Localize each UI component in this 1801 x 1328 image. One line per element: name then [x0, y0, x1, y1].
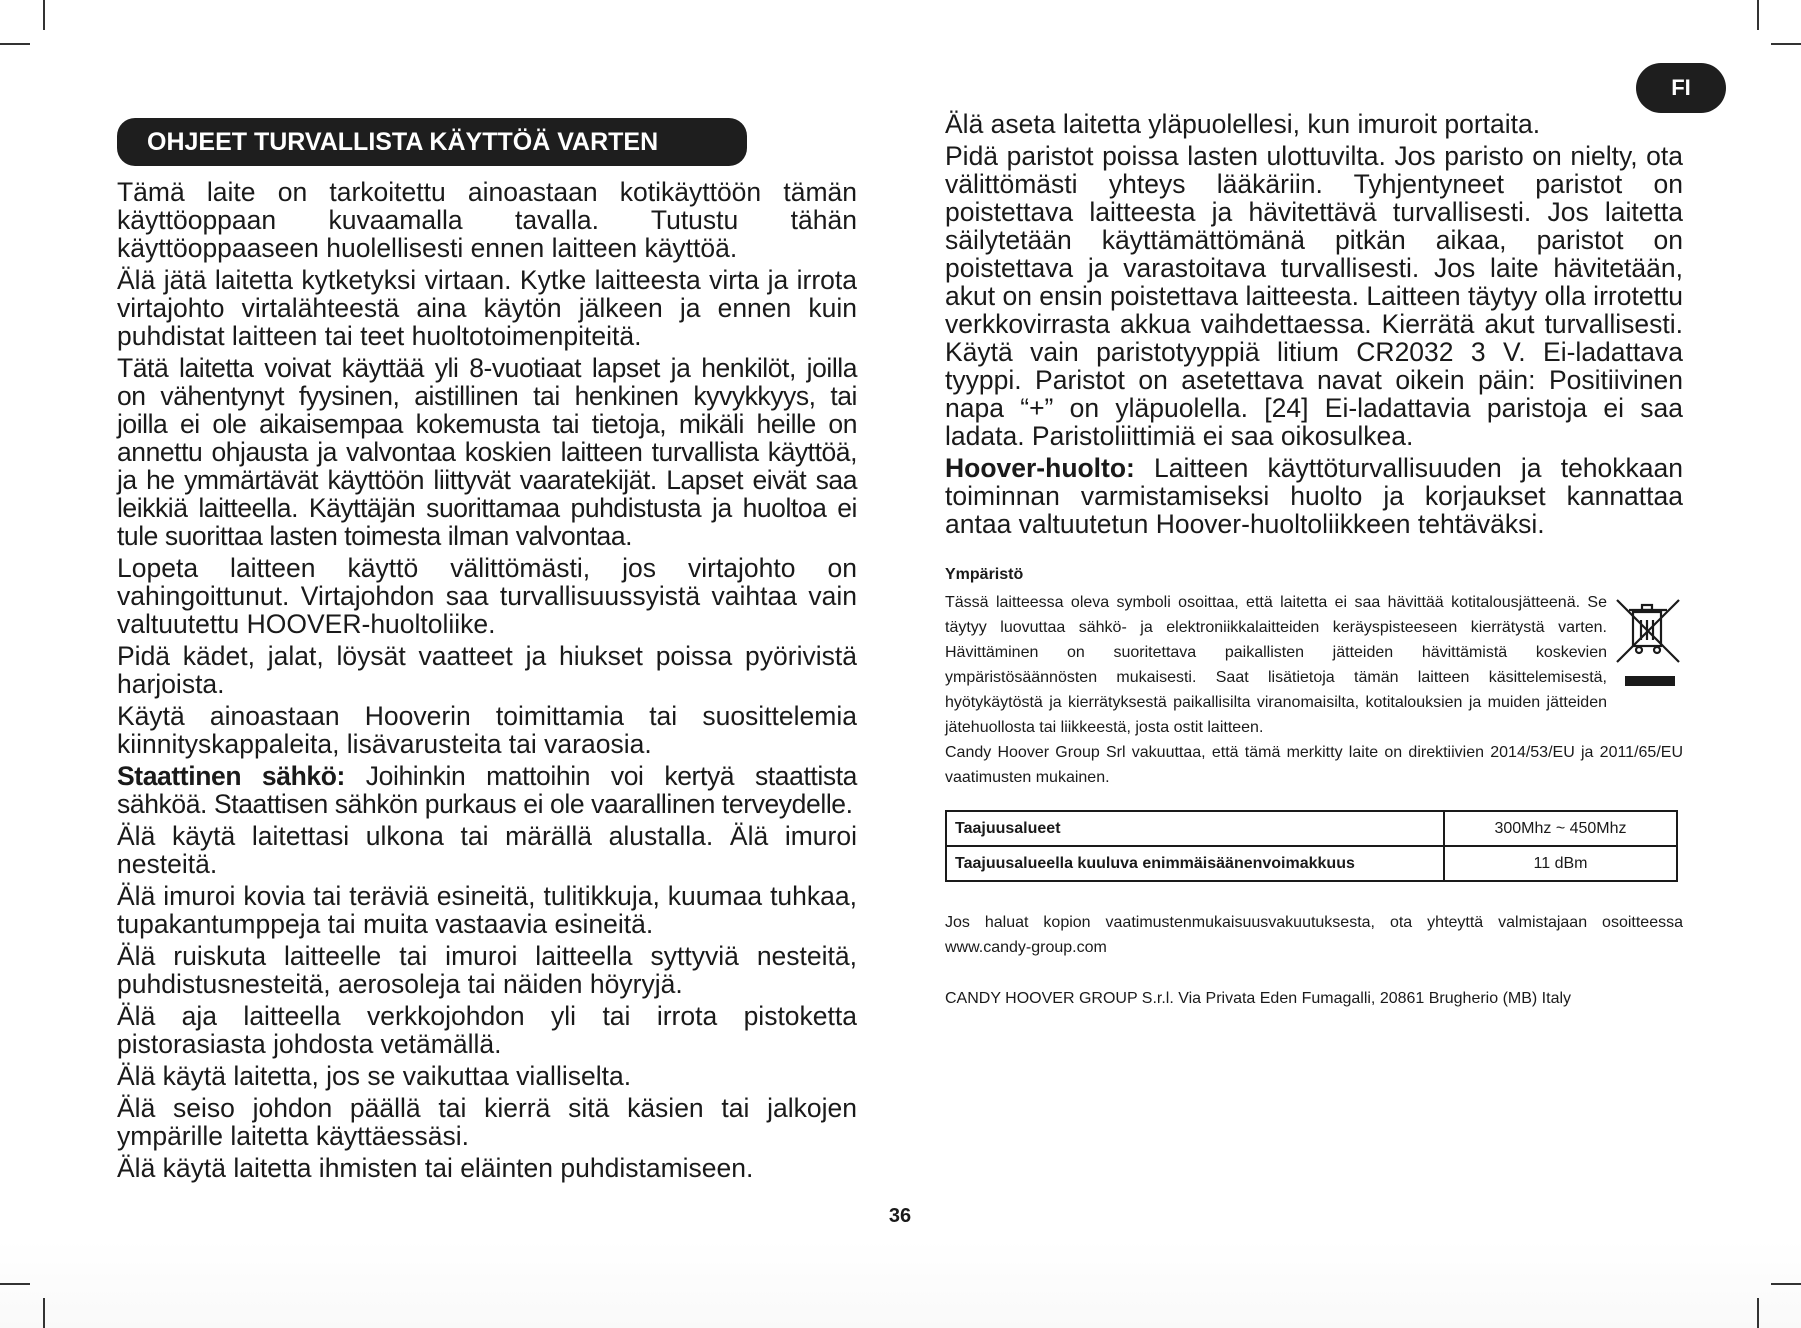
static-electricity-paragraph [117, 762, 857, 818]
safety-paragraph: Älä aseta laitetta yläpuolellesi, kun imuroit portaita. [945, 109, 1541, 139]
table-row [946, 811, 1677, 846]
spec-value: 300Mhz ~ 450Mhz [1444, 811, 1677, 846]
spec-table [945, 810, 1678, 882]
environment-text: Tässä laitteessa oleva symboli osoittaa, että laitetta ei saa hävittää kotitalousjätteenä. Se täytyy luovuttaa sähkö- ja elektroniikkalaitteiden keräyspisteeseen kierrätystä varten. Hävittäminen on suoritettava paikallisten jätteiden hävittämistä koskevien ympäristösäännösten mukaisesti. Saat lisätietoja tämän laitteen käsittelemisestä, hyötykäytöstä ja kierrätyksestä paikallisilta viranomaisilta, kotitalouksien ja muiden jätteiden jätehuollosta tai liikkeestä, josta ostit laitteen. [945, 594, 1607, 736]
service-label: Hoover-huolto: [945, 453, 1135, 483]
spec-key: Taajuusalueella kuuluva enimmäisäänenvoimakkuus [946, 846, 1444, 881]
static-electricity-text: Joihinkin mattoihin voi kertyä staattista sähköä. Staattisen sähkön purkaus ei ole vaarallinen terveydelle. [117, 761, 858, 819]
static-electricity-label: Staattinen sähkö: [117, 761, 345, 791]
spec-key: Taajuusalueet [946, 811, 1444, 846]
crossed-out-bin-icon [1613, 594, 1683, 694]
page-number: 36 [888, 1205, 912, 1227]
language-badge: FI [1636, 63, 1726, 113]
crop-mark [1757, 0, 1759, 30]
safety-paragraph: Tätä laitetta voivat käyttää yli 8-vuotiaat lapset ja henkilöt, joilla on vähentynyt fyysinen, aistillinen tai henkinen kyvykkyys, tai joilla ei ole aikaisempaa kokemusta tai tietoja, mikäli heille on annettu ohjausta ja valvontaa koskien laitteen turvallista käyttöä, ja he ymmärtävät käyttöön liittyvät vaaratekijät. Lapset eivät saa leikkiä laitteella. Käyttäjän suorittamaa puhdistusta ja huoltoa ei tule suorittaa lasten toimesta ilman valvontaa. [117, 353, 857, 551]
safety-paragraph: Tämä laite on tarkoitettu ainoastaan kotikäyttöön tämän käyttöoppaan kuvaamalla tavalla. Tutustu tähän käyttöoppaaseen huolellisesti ennen laitteen käyttöä. [117, 177, 857, 263]
environment-heading: Ympäristö [945, 566, 1024, 583]
safety-paragraph: Älä käytä laitettasi ulkona tai märällä alustalla. Älä imuroi nesteitä. [117, 821, 857, 879]
safety-paragraph: Lopeta laitteen käyttö välittömästi, jos virtajohto on vahingoittunut. Virtajohdon saa turvallisuussyistä vaihtaa vain valtuutettu HOOVER-huoltoliike. [117, 553, 857, 639]
safety-paragraph: Älä käytä laitetta, jos se vaikuttaa vialliselta. [117, 1061, 632, 1091]
environment-block [945, 590, 1683, 740]
crop-mark [0, 43, 30, 45]
safety-paragraph: Älä käytä laitetta ihmisten tai eläinten puhdistamiseen. [117, 1153, 754, 1183]
page-bottom-shade [0, 1240, 1801, 1328]
safety-paragraph: Älä jätä laitetta kytketyksi virtaan. Kytke laitteesta virta ja irrota virtajohto virtalähteestä aina käytön jälkeen ja ennen kuin puhdistat laitteen tai teet huoltotoimenpiteitä. [117, 265, 857, 351]
crop-mark [43, 1298, 45, 1328]
section-heading: OHJEET TURVALLISTA KÄYTTÖÄ VARTEN [117, 118, 747, 166]
safety-paragraph: Älä ruiskuta laitteelle tai imuroi laitteella syttyviä nesteitä, puhdistusnesteitä, aerosoleja tai näiden höyryjä. [117, 941, 857, 999]
service-paragraph [945, 454, 1683, 538]
right-column [945, 110, 1683, 1011]
safety-paragraph: Älä seiso johdon päällä tai kierrä sitä käsien tai jalkojen ympärille laitetta käyttäessäsi. [117, 1093, 857, 1151]
safety-paragraph: Älä aja laitteella verkkojohdon yli tai irrota pistoketta pistorasiasta johdosta vetämällä. [117, 1001, 857, 1059]
manufacturer-address: CANDY HOOVER GROUP S.r.l. Via Privata Eden Fumagalli, 20861 Brugherio (MB) Italy [945, 990, 1572, 1007]
crop-mark [43, 0, 45, 30]
service-text: Laitteen käyttöturvallisuuden ja tehokkaan toiminnan varmistamiseksi huolto ja korjaukset kannattaa antaa valtuutetun Hoover-huoltoliikkeen tehtäväksi. [945, 453, 1683, 539]
table-row [946, 846, 1677, 881]
crop-mark [0, 1283, 30, 1285]
safety-paragraph: Pidä kädet, jalat, löysät vaatteet ja hiukset poissa pyörivistä harjoista. [117, 641, 857, 699]
crop-mark [1757, 1298, 1759, 1328]
safety-paragraph: Käytä ainoastaan Hooverin toimittamia tai suosittelemia kiinnityskappaleita, lisävarusteita tai varaosia. [117, 701, 857, 759]
crop-mark [1771, 1283, 1801, 1285]
spec-value: 11 dBm [1444, 846, 1677, 881]
battery-paragraph: Pidä paristot poissa lasten ulottuvilta. Jos paristo on nielty, ota välittömästi yhteys lääkäriin. Tyhjentyneet paristot on poistettava laitteesta ja hävitettävä turvallisesti. Jos laitetta säilytetään käyttämättömänä pitkän aikaa, paristot on poistettava ja varastoitava turvallisesti. Jos laite hävitetään, akut on ensin poistettava laitteesta. Laitteen täytyy olla irrotettu verkkovirrasta akkua vaihdettaessa. Kierrätä akut turvallisesti. Käytä vain paristotyyppiä litium CR2032 3 V. Ei-ladattava tyyppi. Paristot on asetettava navat oikein päin: Positiivinen napa “+” on yläpuolella. [24] Ei-ladattavia paristoja ei saa ladata. Paristoliittimiä ei saa oikosulkea. [945, 141, 1684, 451]
left-column [117, 178, 857, 1186]
contact-text: Jos haluat kopion vaatimustenmukaisuusvakuutuksesta, ota yhteyttä valmistajaan osoitteessa www.candy-group.com [945, 914, 1683, 956]
safety-paragraph: Älä imuroi kovia tai teräviä esineitä, tulitikkuja, kuumaa tuhkaa, tupakantumppeja tai muita vastaavia esineitä. [117, 881, 857, 939]
declaration-text: Candy Hoover Group Srl vakuuttaa, että tämä merkitty laite on direktiivien 2014/53/EU ja 2011/65/EU vaatimusten mukainen. [945, 744, 1683, 786]
crop-mark [1771, 43, 1801, 45]
